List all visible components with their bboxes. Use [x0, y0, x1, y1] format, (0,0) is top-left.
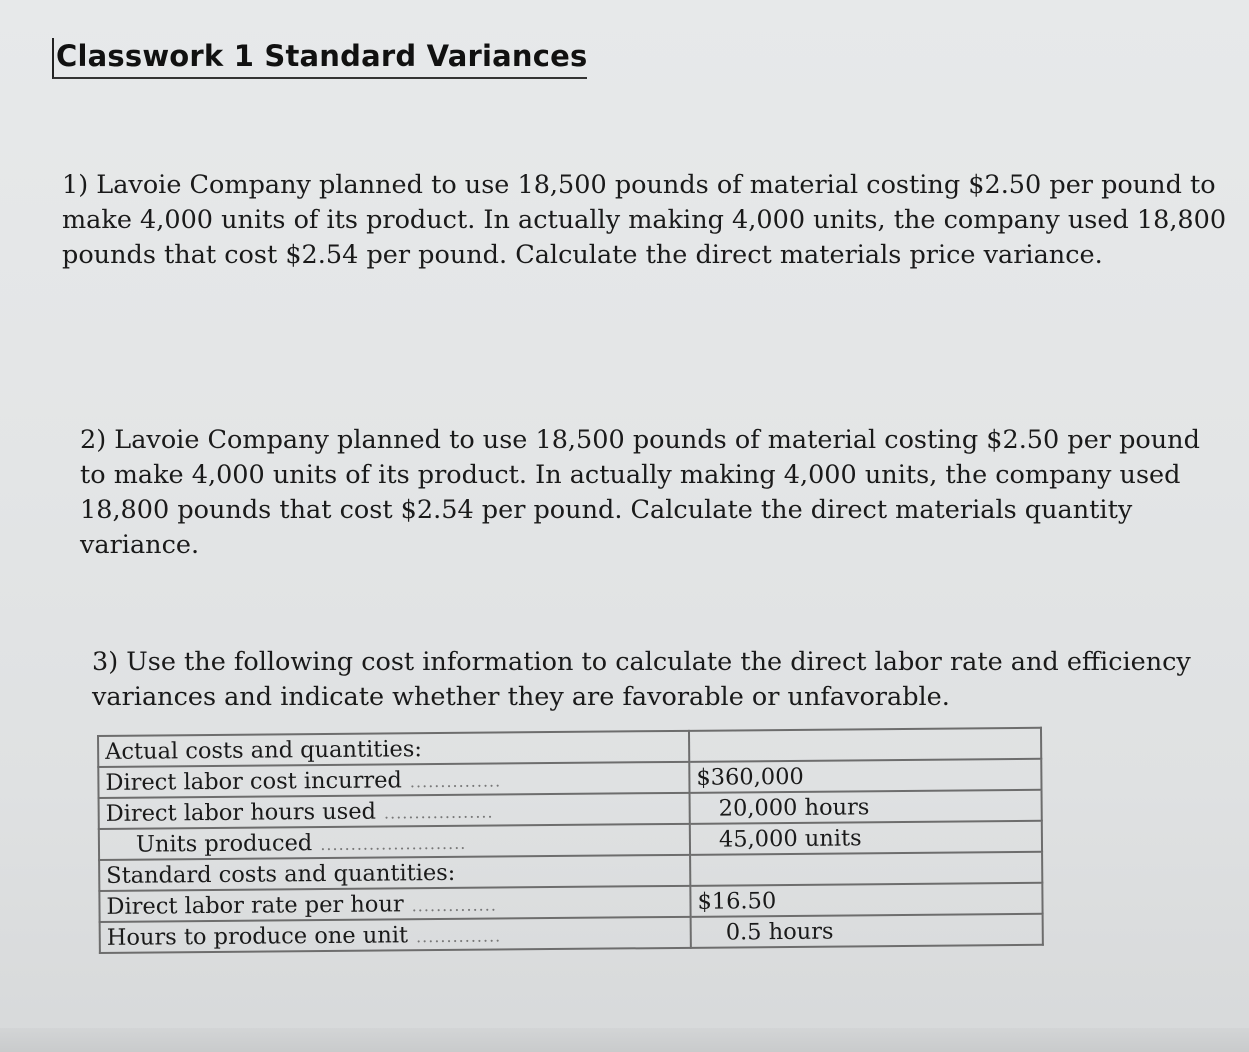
question-1: 1) Lavoie Company planned to use 18,500 pounds of material costing $2.50 per pound to make 4,000 units of its product. In actually making 4,000 units, the company used 18,800 pounds that cost $2.54 per pound. Calculate the direct materials price variance.	[62, 170, 1227, 270]
standard-costs-header: Standard costs and quantities:	[99, 855, 690, 891]
direct-labor-cost-value: $360,000	[689, 759, 1041, 793]
question-3: 3) Use the following cost information to calculate the direct labor rate and efficiency variances and indicate whether they are favorable or unfavorable.	[92, 647, 1191, 712]
direct-labor-hours-value: 20,000 hours	[690, 790, 1042, 824]
empty-cell	[690, 852, 1042, 886]
empty-cell	[689, 728, 1041, 762]
direct-labor-rate-value: $16.50	[690, 883, 1042, 917]
direct-labor-cost-label: Direct labor cost incurred ...............	[98, 762, 689, 798]
cost-information-table	[97, 727, 1044, 954]
actual-costs-header: Actual costs and quantities:	[98, 731, 689, 767]
question-2: 2) Lavoie Company planned to use 18,500 pounds of material costing $2.50 per pound to make 4,000 units of its product. In actually making 4,000 units, the company used 18,800 pounds that cost $2.54 per pound. Calculate the direct materials quantity variance.	[80, 425, 1200, 560]
units-produced-label: Units produced ........................	[99, 824, 690, 860]
hours-per-unit-label: Hours to produce one unit ..............	[100, 917, 691, 953]
hours-per-unit-value: 0.5 hours	[691, 914, 1043, 948]
units-produced-value: 45,000 units	[690, 821, 1042, 855]
direct-labor-hours-label: Direct labor hours used ..................	[99, 793, 690, 829]
direct-labor-rate-label: Direct labor rate per hour ..............	[99, 886, 690, 922]
page-title: Classwork 1 Standard Variances	[52, 38, 587, 79]
screen-bottom-edge	[0, 1028, 1249, 1052]
